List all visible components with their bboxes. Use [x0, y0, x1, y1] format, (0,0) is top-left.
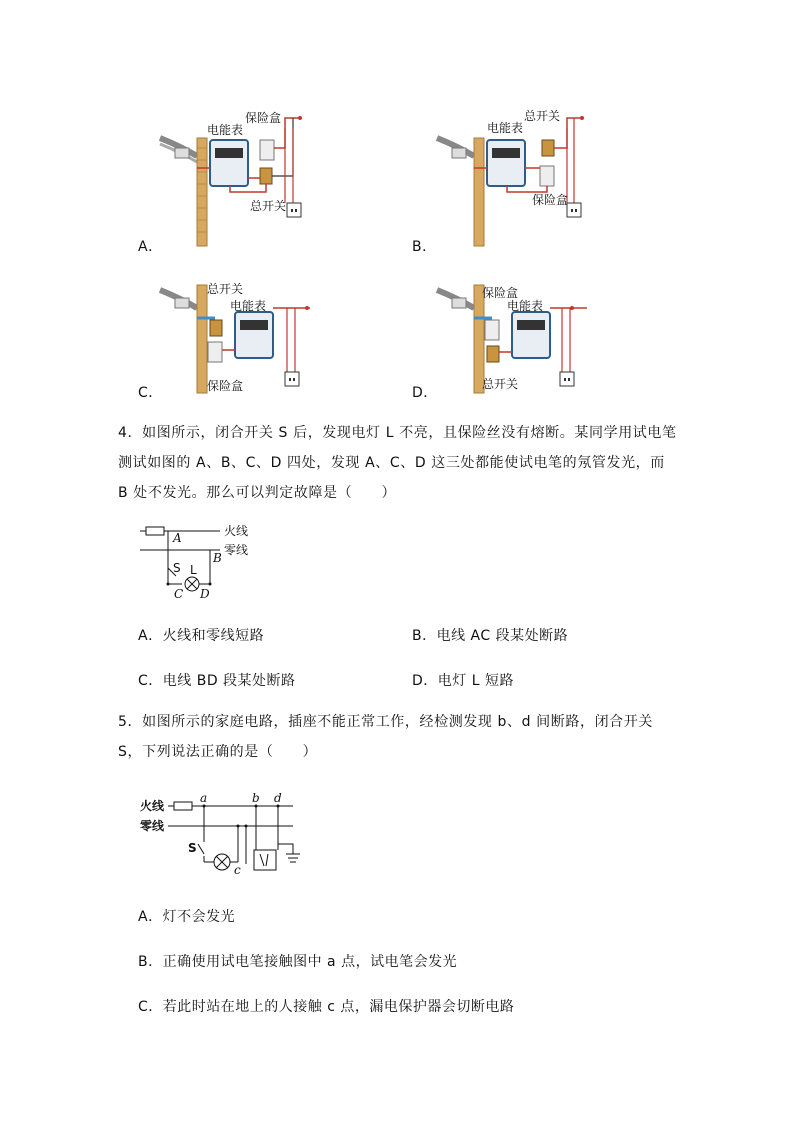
q4-option-d[interactable]: D．电灯 L 短路 [412, 673, 514, 689]
q4-option-b[interactable]: B．电线 AC 段某处断路 [412, 628, 569, 644]
q5-option-c[interactable]: C．若此时站在地上的人接触 c 点，漏电保护器会切断电路 [138, 999, 515, 1015]
option-letter-d[interactable]: D． [412, 385, 438, 401]
fuse-label: 保险盒 [245, 111, 282, 125]
meter-label: 电能表 [207, 123, 244, 137]
switch-s-label: S [173, 561, 181, 575]
lamp-l-label: L [190, 563, 197, 577]
fuse-label: 保险盒 [207, 379, 244, 393]
meter-label: 电能表 [507, 299, 544, 313]
question-4-circuit [138, 520, 278, 605]
live-wire-label: 火线 [140, 799, 165, 813]
neutral-wire-label: 零线 [224, 543, 249, 557]
switch-label: 总开关 [207, 282, 244, 296]
neutral-wire-label: 零线 [140, 819, 165, 833]
figure-option-b [412, 108, 612, 248]
q5-option-b[interactable]: B．正确使用试电笔接触图中 a 点，试电笔会发光 [138, 954, 458, 970]
q4-option-a[interactable]: A．火线和零线短路 [138, 628, 265, 644]
q4-option-c[interactable]: C．电线 BD 段某处断路 [138, 673, 296, 689]
point-b-label: b [252, 792, 260, 805]
switch-label: 总开关 [482, 377, 519, 391]
point-d-label: D [200, 587, 210, 601]
question-4-text: 4．如图所示，闭合开关 S 后，发现电灯 L 不亮，且保险丝没有熔断。某同学用试电笔测试如图的 A、B、C、D 四处，发现 A、C、D 这三处都能使试电笔的氖管发光，而 B 处不发光。那么可以判定故障是（ ） [118, 425, 677, 501]
q5-option-a[interactable]: A．灯不会发光 [138, 909, 236, 925]
point-d-label: d [274, 792, 282, 805]
meter-label: 电能表 [487, 121, 524, 135]
fuse-label: 保险盒 [532, 193, 569, 207]
question-5-circuit [138, 792, 318, 882]
live-wire-label: 火线 [224, 524, 249, 538]
question-5-text: 5．如图所示的家庭电路，插座不能正常工作，经检测发现 b、d 间断路，闭合开关 S，下列说法正确的是（ ） [118, 714, 653, 760]
point-a-label: A [173, 531, 182, 545]
point-a-label: a [200, 792, 208, 805]
figure-option-a [135, 108, 335, 248]
option-letter-b[interactable]: B． [412, 239, 437, 255]
point-c-label: c [234, 863, 241, 877]
switch-label: 总开关 [250, 199, 287, 213]
option-letter-a[interactable]: A． [138, 239, 163, 255]
figure-option-d [412, 280, 612, 395]
switch-s-label: S [188, 841, 197, 855]
point-c-label: C [174, 587, 184, 601]
point-b-label: B [213, 551, 222, 565]
fuse-label: 保险盒 [482, 286, 519, 300]
figure-option-c [135, 280, 335, 395]
option-letter-c[interactable]: C． [138, 385, 163, 401]
switch-label: 总开关 [524, 109, 561, 123]
meter-label: 电能表 [230, 299, 267, 313]
